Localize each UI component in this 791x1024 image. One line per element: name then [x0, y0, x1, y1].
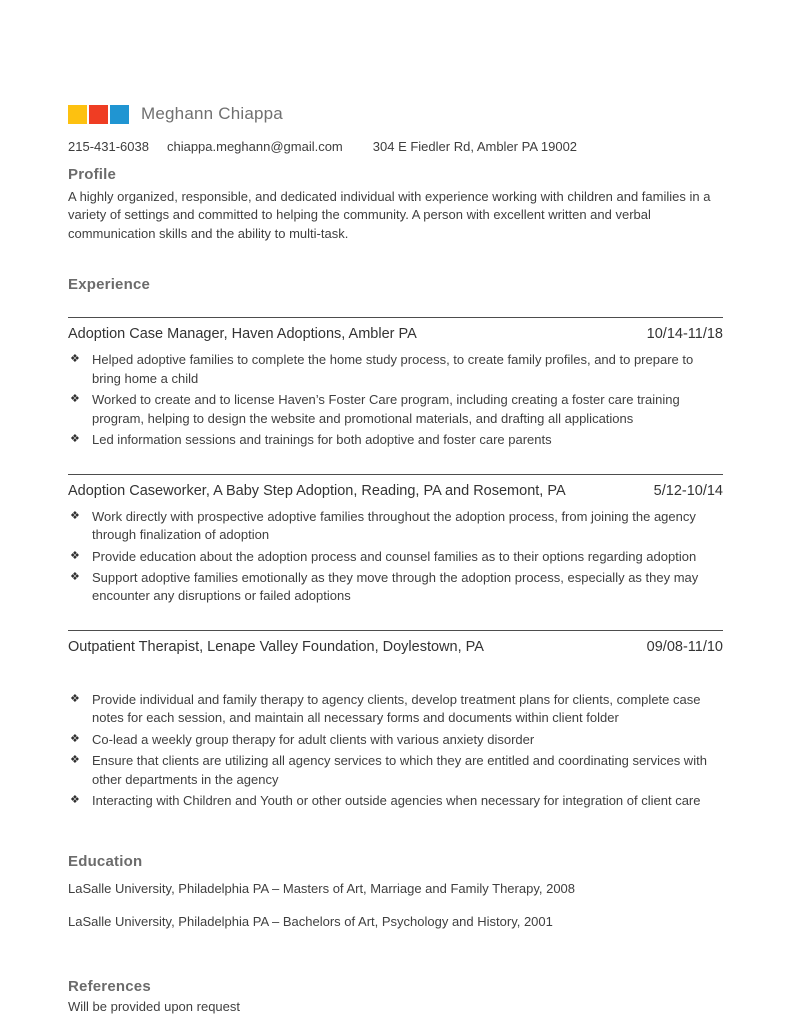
job-dates: 5/12-10/14	[653, 482, 723, 499]
references-section	[68, 978, 723, 1014]
postal-address: 304 E Fiedler Rd, Ambler PA 19002	[372, 139, 578, 154]
bullet-text: Provide education about the adoption process and counsel families as to their options regarding adoption	[92, 548, 697, 564]
bullet-text: Helped adoptive families to complete the home study process, to create family profiles, and to prepare to bring home a child	[92, 352, 694, 386]
diamond-bullet-icon: ❖	[70, 692, 80, 705]
experience-section	[68, 276, 723, 810]
diamond-bullet-icon: ❖	[70, 509, 80, 522]
job-title: Outpatient Therapist, Lenape Valley Foundation, Doylestown, PA	[68, 638, 484, 655]
job-title: Adoption Case Manager, Haven Adoptions, Ambler PA	[68, 326, 417, 343]
diamond-bullet-icon: ❖	[70, 794, 80, 807]
job-entry	[68, 317, 723, 449]
logo-blue-square-icon	[110, 105, 129, 124]
logo-red-square-icon	[89, 105, 108, 124]
profile-section	[68, 166, 723, 243]
bullet-item	[68, 569, 723, 606]
bullet-text: Interacting with Children and Youth or other outside agencies when necessary for integration of client care	[92, 793, 701, 809]
resume-header	[68, 104, 723, 124]
bullet-text: Worked to create and to license Haven’s Foster Care program, including creating a foster care training program, helping to design the website and promotional materials, and drafting all applications	[92, 392, 680, 426]
education-entry: LaSalle University, Philadelphia PA – Masters of Art, Marriage and Family Therapy, 2008	[68, 880, 576, 896]
job-bullet-list	[68, 508, 723, 606]
job-header	[68, 475, 723, 508]
education-heading: Education	[68, 852, 143, 870]
job-header	[68, 318, 723, 351]
references-text: Will be provided upon request	[68, 998, 240, 1014]
bullet-item	[68, 691, 723, 728]
diamond-bullet-icon: ❖	[70, 433, 80, 446]
bullet-item	[68, 351, 723, 388]
bullet-text: Co-lead a weekly group therapy for adult clients with various anxiety disorder	[92, 731, 535, 747]
logo-yellow-square-icon	[68, 105, 87, 124]
diamond-bullet-icon: ❖	[70, 353, 80, 366]
education-entry: LaSalle University, Philadelphia PA – Bachelors of Art, Psychology and History, 2001	[68, 913, 553, 929]
job-bullet-list	[68, 351, 723, 449]
job-title: Adoption Caseworker, A Baby Step Adoption, Reading, PA and Rosemont, PA	[68, 482, 566, 499]
diamond-bullet-icon: ❖	[70, 732, 80, 745]
bullet-item	[68, 431, 723, 449]
diamond-bullet-icon: ❖	[70, 754, 80, 767]
bullet-text: Work directly with prospective adoptive families throughout the adoption process, from joining the agency through finalization of adoption	[92, 508, 696, 543]
bullet-item	[68, 792, 723, 810]
person-name: Meghann Chiappa	[141, 104, 283, 123]
profile-text: A highly organized, responsible, and dedicated individual with experience working with children and families in a variety of settings and committed to helping the community. A person with excellent written and verbal communication skills and the ability to multi-task.	[68, 189, 711, 241]
education-section	[68, 853, 723, 929]
logo	[68, 105, 129, 124]
resume-page	[68, 104, 723, 1014]
bullet-item	[68, 391, 723, 428]
job-dates: 09/08-11/10	[646, 638, 723, 655]
email-address: chiappa.meghann@gmail.com	[166, 139, 343, 154]
profile-heading: Profile	[68, 166, 117, 183]
diamond-bullet-icon: ❖	[70, 549, 80, 562]
job-entry	[68, 630, 723, 811]
bullet-text: Provide individual and family therapy to agency clients, develop treatment plans for clients, complete case notes for each session, and maintain all necessary forms and documents within client folder	[92, 691, 701, 726]
job-dates: 10/14-11/18	[646, 326, 723, 343]
job-header	[68, 631, 723, 664]
diamond-bullet-icon: ❖	[70, 570, 80, 583]
job-list	[68, 317, 723, 810]
job-bullet-list	[68, 691, 723, 811]
bullet-item	[68, 508, 723, 545]
experience-heading: Experience	[68, 276, 151, 294]
phone-number: 215-431-6038	[68, 139, 149, 154]
bullet-text: Support adoptive families emotionally as they move through the adoption process, especially as they may encounter any disruptions or failed adoptions	[92, 569, 699, 604]
bullet-item	[68, 731, 723, 749]
job-entry	[68, 474, 723, 606]
bullet-item	[68, 752, 723, 789]
references-heading: References	[68, 977, 151, 995]
diamond-bullet-icon: ❖	[70, 393, 80, 406]
bullet-text: Led information sessions and trainings for both adoptive and foster care parents	[92, 432, 552, 448]
bullet-text: Ensure that clients are utilizing all agency services to which they are entitled and coordinating services with other departments in the agency	[92, 753, 707, 787]
contact-line	[68, 139, 723, 154]
education-entries	[68, 881, 723, 929]
bullet-item	[68, 548, 723, 566]
